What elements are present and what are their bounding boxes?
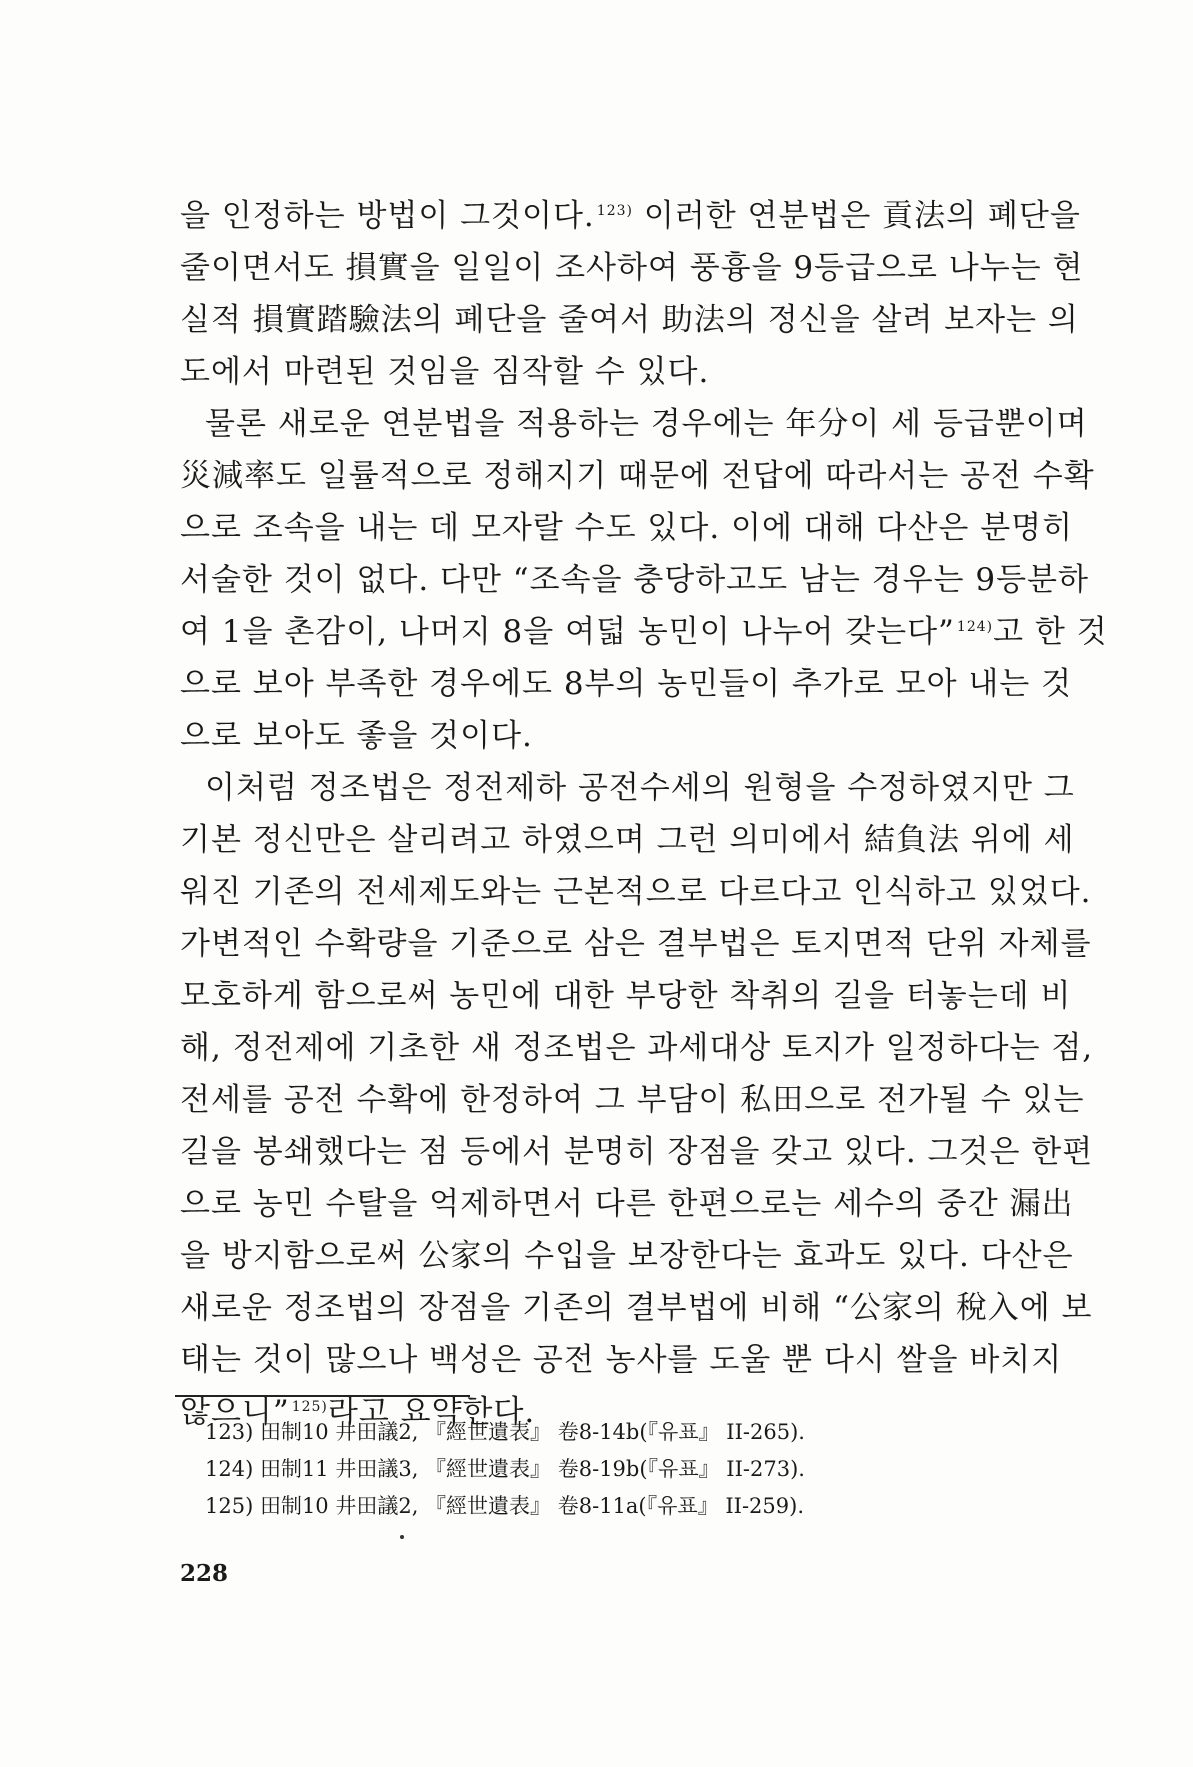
paragraph-1 <box>180 190 1084 398</box>
footnote-124: 124) 田制11 井田議3, 『經世遺表』 卷8-19b(『유표』 II-273). <box>205 1457 805 1481</box>
print-speck <box>400 1535 404 1539</box>
footnote-123: 123) 田制10 井田議2, 『經世遺表』 卷8-14b(『유표』 II-265). <box>205 1420 805 1444</box>
text-line: 기본 정신만은 살리려고 하였으며 그런 의미에서 結負法 위에 세 <box>180 822 1075 858</box>
text-segment: 라고 요약한다. <box>327 1394 536 1430</box>
text-segment: 을 인정하는 방법이 그것이다. <box>180 198 595 234</box>
text-line: 길을 봉쇄했다는 점 등에서 분명히 장점을 갖고 있다. 그것은 한편 <box>180 1134 1094 1170</box>
text-line: 실적 損實踏驗法의 폐단을 줄여서 助法의 정신을 살려 보자는 의 <box>180 302 1079 338</box>
text-line: 으로 보아도 좋을 것이다. <box>180 718 533 754</box>
footnote-ref-125: 125) <box>291 1398 328 1415</box>
footnote-ref-124: 124) <box>956 618 994 635</box>
text-line: 으로 보아 부족한 경우에도 8부의 농민들이 추가로 모아 내는 것 <box>180 666 1073 702</box>
text-line <box>180 190 1081 242</box>
text-line: 워진 기존의 전세제도와는 근본적으로 다르다고 인식하고 있었다. <box>180 874 1092 910</box>
text-segment: 않으니” <box>180 1394 290 1430</box>
paragraph-2 <box>180 398 1108 762</box>
text-line: 서술한 것이 없다. 다만 “조속을 충당하고도 남는 경우는 9등분하 <box>180 562 1089 598</box>
text-line: 으로 조속을 내는 데 모자랄 수도 있다. 이에 대해 다산은 분명히 <box>180 510 1074 546</box>
text-line: 으로 농민 수탈을 억제하면서 다른 한편으로는 세수의 중간 漏出 <box>180 1186 1074 1222</box>
footnote-divider <box>175 1395 470 1397</box>
text-segment: 이러한 연분법은 貢法의 폐단을 <box>632 198 1081 234</box>
paragraph-3 <box>180 762 1094 1438</box>
text-line: 새로운 정조법의 장점을 기존의 결부법에 비해 “公家의 稅入에 보 <box>180 1290 1093 1326</box>
text-line: 전세를 공전 수확에 한정하여 그 부담이 私田으로 전가될 수 있는 <box>180 1082 1085 1118</box>
text-segment: 고 한 것 <box>993 614 1108 650</box>
text-line: 해, 정전제에 기초한 새 정조법은 과세대상 토지가 일정하다는 점, <box>180 1030 1094 1066</box>
text-line: 줄이면서도 損實을 일일이 조사하여 풍흉을 9등급으로 나누는 현 <box>180 250 1084 286</box>
text-line: 도에서 마련된 것임을 짐작할 수 있다. <box>180 354 710 390</box>
text-line: 태는 것이 많으나 백성은 공전 농사를 도울 뿐 다시 쌀을 바치지 <box>180 1342 1063 1378</box>
text-line: 가변적인 수확량을 기준으로 삼은 결부법은 토지면적 단위 자체를 <box>180 926 1092 962</box>
page-number: 228 <box>180 1560 229 1587</box>
text-segment: 여 1을 촌감이, 나머지 8을 여덟 농민이 나누어 갖는다” <box>180 614 955 650</box>
footnote-ref-123: 123) <box>596 202 633 219</box>
footnotes <box>205 1414 1005 1525</box>
text-line: 이처럼 정조법은 정전제하 공전수세의 원형을 수정하였지만 그 <box>205 770 1075 806</box>
text-line: 災減率도 일률적으로 정해지기 때문에 전답에 따라서는 공전 수확 <box>180 458 1095 494</box>
text-line: 을 방지함으로써 公家의 수입을 보장한다는 효과도 있다. 다산은 <box>180 1238 1074 1274</box>
text-line: 물론 새로운 연분법을 적용하는 경우에는 年分이 세 등급뿐이며 <box>205 406 1088 442</box>
body-text <box>180 190 1108 1438</box>
text-line <box>180 606 1108 658</box>
footnote-125: 125) 田制10 井田議2, 『經世遺表』 卷8-11a(『유표』 II-259). <box>205 1494 805 1518</box>
text-line: 모호하게 함으로써 농민에 대한 부당한 착취의 길을 터놓는데 비 <box>180 978 1072 1014</box>
